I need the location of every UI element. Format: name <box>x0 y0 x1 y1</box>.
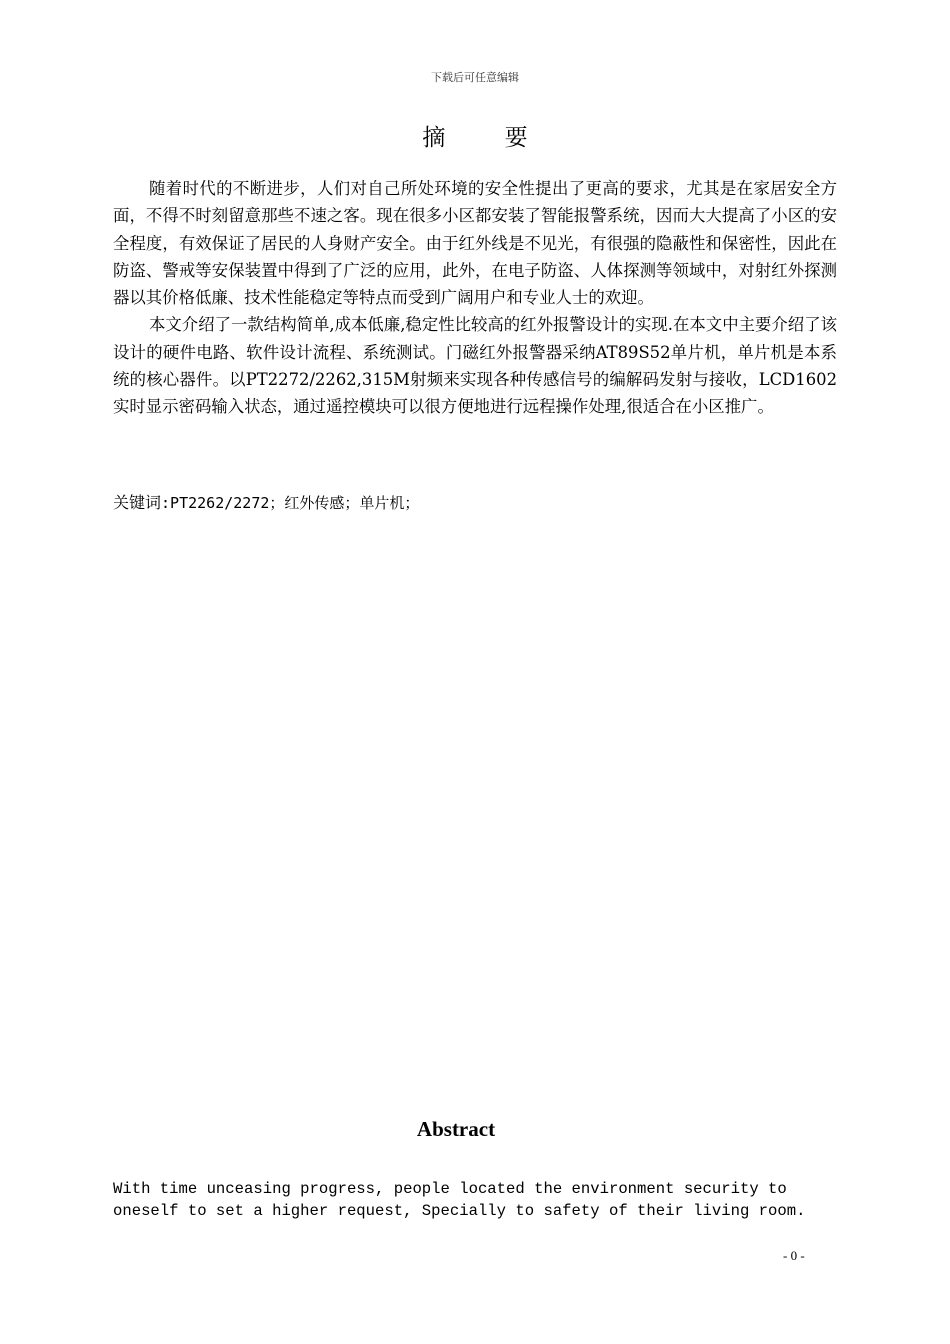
keywords-line <box>113 489 837 517</box>
abstract-cn-paragraph-1: 随着时代的不断进步，人们对自己所处环境的安全性提出了更高的要求，尤其是在家居安全方面，不得不时刻留意那些不速之客。现在很多小区都安装了智能报警系统，因而大大提高了小区的安全程度，有效保证了居民的人身财产安全。由于红外线是不见光，有很强的隐蔽性和保密性，因此在防盗、警戒等安保装置中得到了广泛的应用，此外，在电子防盗、人体探测等领域中，对射红外探测器以其价格低廉、技术性能稳定等特点而受到广阔用户和专业人士的欢迎。 <box>113 179 837 308</box>
abstract-cn-body <box>113 175 837 421</box>
abstract-en-title: Abstract <box>416 1117 496 1141</box>
page-number: - 0 - <box>783 1248 805 1263</box>
abstract-cn-title: 摘 要 <box>422 125 554 151</box>
abstract-en-body: With time unceasing progress, people located the environment security to oneself to set a higher request, Specially to safety of their living room. <box>113 1180 806 1220</box>
abstract-cn-paragraph-2: 本文介绍了一款结构简单,成本低廉,稳定性比较高的红外报警设计的实现.在本文中主要介绍了该设计的硬件电路、软件设计流程、系统测试。门磁红外报警器采纳AT89S52单片机，单片机是本系统的核心器件。以PT2272/2262,315M射频来实现各种传感信号的编解码发射与接收，LCD1602实时显示密码输入状态，通过遥控模块可以很方便地进行远程操作处理,很适合在小区推广。 <box>113 315 837 417</box>
keywords-value: :PT2262/2272；红外传感；单片机； <box>161 494 420 512</box>
keywords-label: 关键词 <box>113 493 162 512</box>
header-note: 下载后可任意编辑 <box>431 71 519 84</box>
